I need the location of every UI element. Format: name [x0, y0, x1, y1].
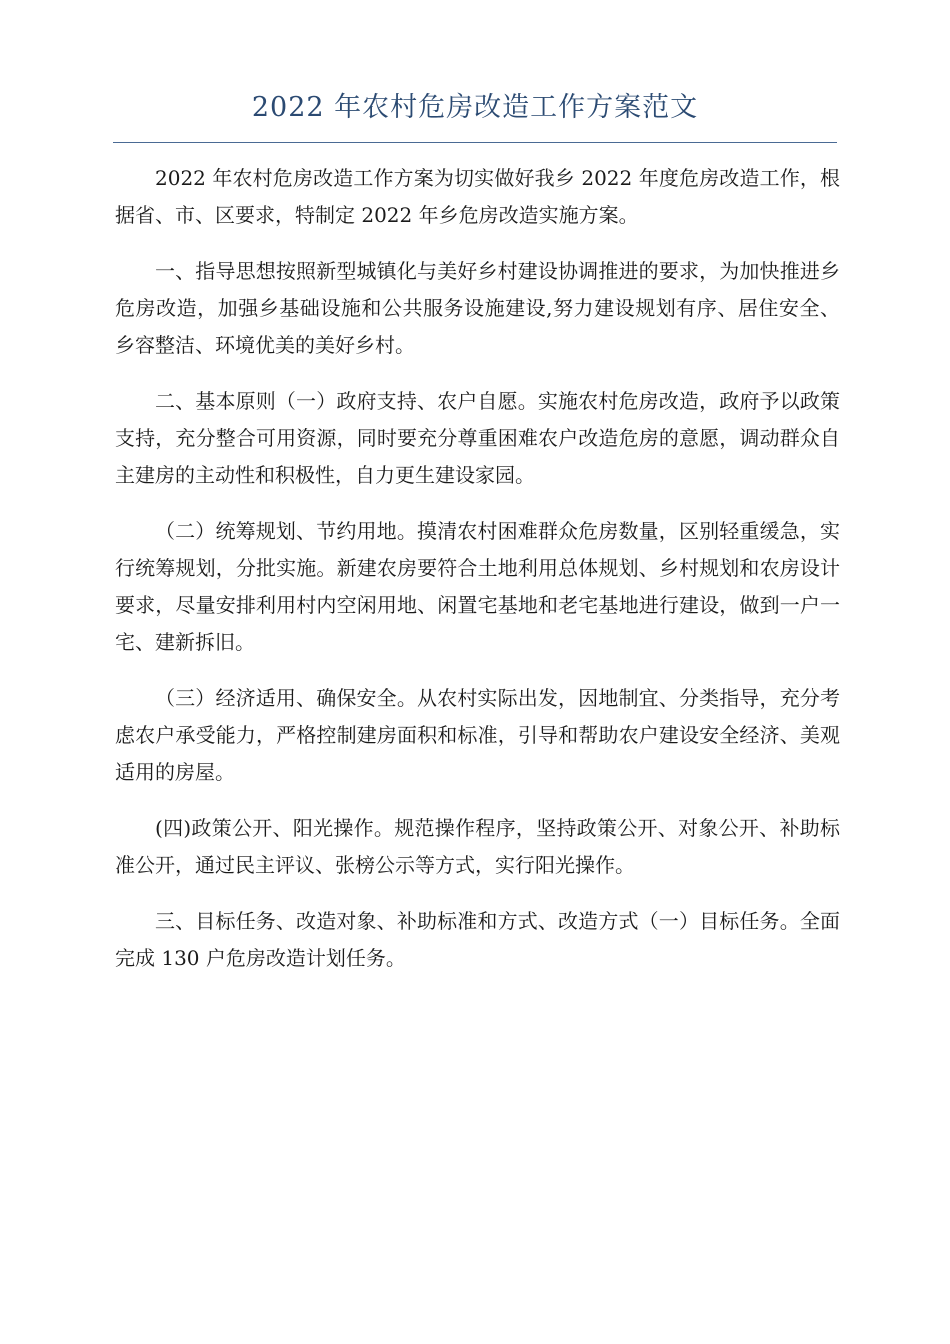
paragraph-principle-3: （三）经济适用、确保安全。从农村实际出发，因地制宜、分类指导，充分考虑农户承受能力，严格控制建房面积和标准，引导和帮助农户建设安全经济、美观适用的房屋。	[115, 686, 840, 784]
paragraph-principle-2: （二）统筹规划、节约用地。摸清农村困难群众危房数量，区别轻重缓急，实行统筹规划，分批实施。新建农房要符合土地利用总体规划、乡村规划和农房设计要求，尽量安排利用村内空闲用地、闲置宅基地和老宅基地进行建设，做到一户一宅、建新拆旧。	[115, 519, 840, 654]
title-divider	[113, 142, 837, 143]
document-title: 2022 年农村危房改造工作方案范文	[251, 92, 699, 123]
paragraph-intro: 2022 年农村危房改造工作方案为切实做好我乡 2022 年度危房改造工作，根据省、市、区要求，特制定 2022 年乡危房改造实施方案。	[115, 166, 840, 227]
document-body	[115, 160, 840, 996]
paragraph-basic-principles: 二、基本原则（一）政府支持、农户自愿。实施农村危房改造，政府予以政策支持，充分整合可用资源，同时要充分尊重困难农户改造危房的意愿，调动群众自主建房的主动性和积极性，自力更生建设家园。	[115, 389, 840, 487]
paragraph-principle-4: (四)政策公开、阳光操作。规范操作程序，坚持政策公开、对象公开、补助标准公开，通过民主评议、张榜公示等方式，实行阳光操作。	[115, 816, 840, 877]
paragraph-guiding-ideology: 一、指导思想按照新型城镇化与美好乡村建设协调推进的要求，为加快推进乡危房改造，加强乡基础设施和公共服务设施建设,努力建设规划有序、居住安全、乡容整洁、环境优美的美好乡村。	[115, 259, 840, 357]
paragraph-targets: 三、目标任务、改造对象、补助标准和方式、改造方式（一）目标任务。全面完成 130 户危房改造计划任务。	[115, 909, 840, 970]
